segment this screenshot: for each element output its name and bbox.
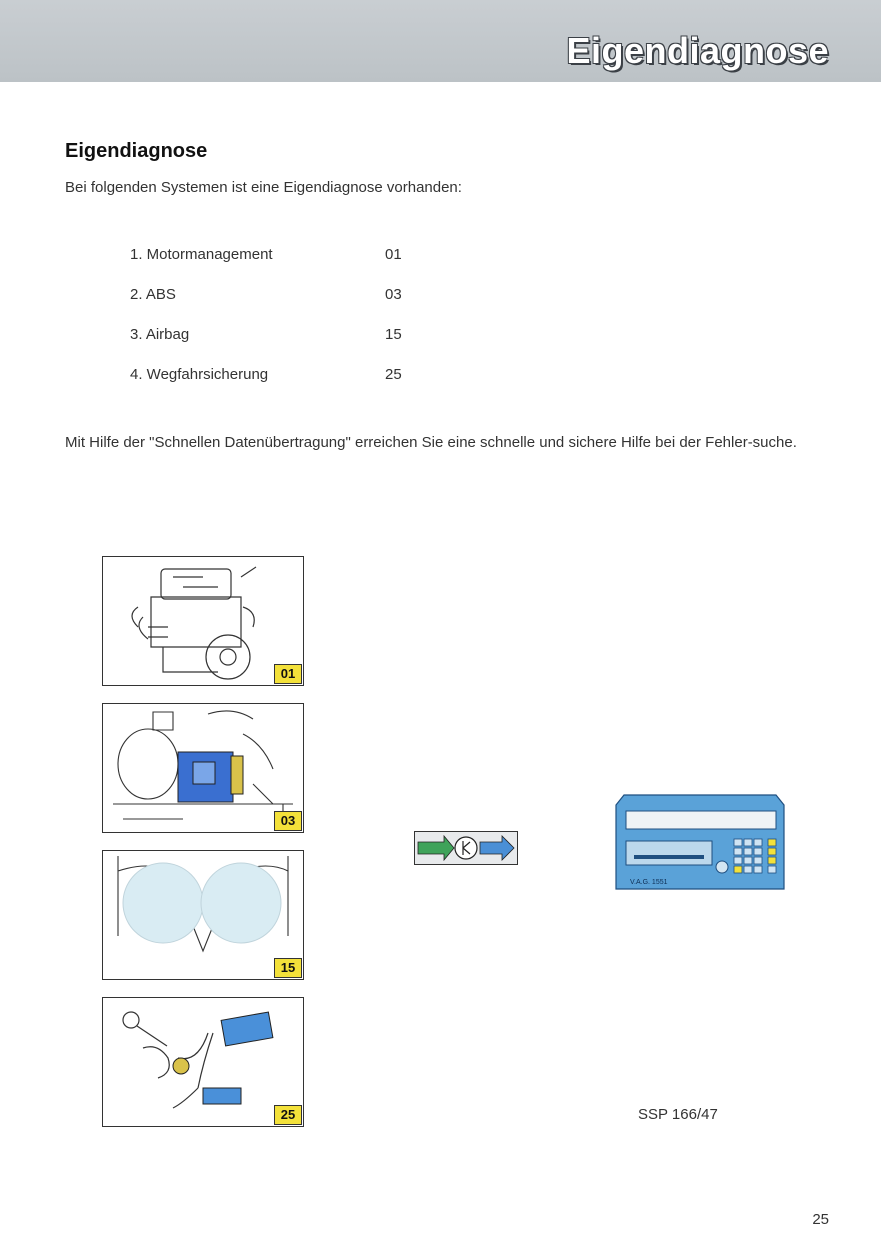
tester-model-label: V.A.G. 1551 (630, 879, 668, 886)
figure-immobilizer (102, 997, 304, 1127)
system-row (130, 246, 430, 286)
system-row (130, 366, 430, 406)
intro-text: Bei folgenden Systemen ist eine Eigendiagnose vorhanden: (65, 179, 462, 196)
header-band (0, 0, 881, 82)
system-row (130, 286, 430, 326)
system-code: 25 (385, 366, 402, 383)
description-paragraph: Mit Hilfe der "Schnellen Datenübertragung" erreichen Sie eine schnelle und sichere Hilfe bei der Fehler-suche. (65, 434, 797, 451)
airbag-icon (103, 851, 303, 979)
system-code: 15 (385, 326, 402, 343)
system-label: 2. ABS (130, 286, 176, 303)
engine-icon (103, 557, 303, 685)
figure-caption: SSP 166/47 (638, 1106, 718, 1123)
system-code: 01 (385, 246, 402, 263)
figure-code-badge: 15 (274, 958, 302, 978)
figure-code-badge: 03 (274, 811, 302, 831)
k-line-symbol (414, 831, 518, 865)
vag-tester (612, 793, 788, 891)
figure-abs (102, 703, 304, 833)
system-code: 03 (385, 286, 402, 303)
figure-code-badge: 25 (274, 1105, 302, 1125)
system-list (130, 246, 430, 406)
abs-unit-icon (103, 704, 303, 832)
figure-engine (102, 556, 304, 686)
page-number: 25 (812, 1211, 829, 1228)
page-title: Eigendiagnose (566, 30, 829, 71)
immobilizer-icon (103, 998, 303, 1126)
section-heading: Eigendiagnose (65, 140, 208, 162)
system-label: 4. Wegfahrsicherung (130, 366, 269, 383)
figure-code-badge: 01 (274, 664, 302, 684)
system-label: 1. Motormanagement (130, 246, 273, 263)
data-transfer-icon (414, 831, 518, 865)
system-row (130, 326, 430, 366)
figure-airbag (102, 850, 304, 980)
diagnostic-tester-icon (612, 793, 788, 891)
system-label: 3. Airbag (130, 326, 190, 343)
